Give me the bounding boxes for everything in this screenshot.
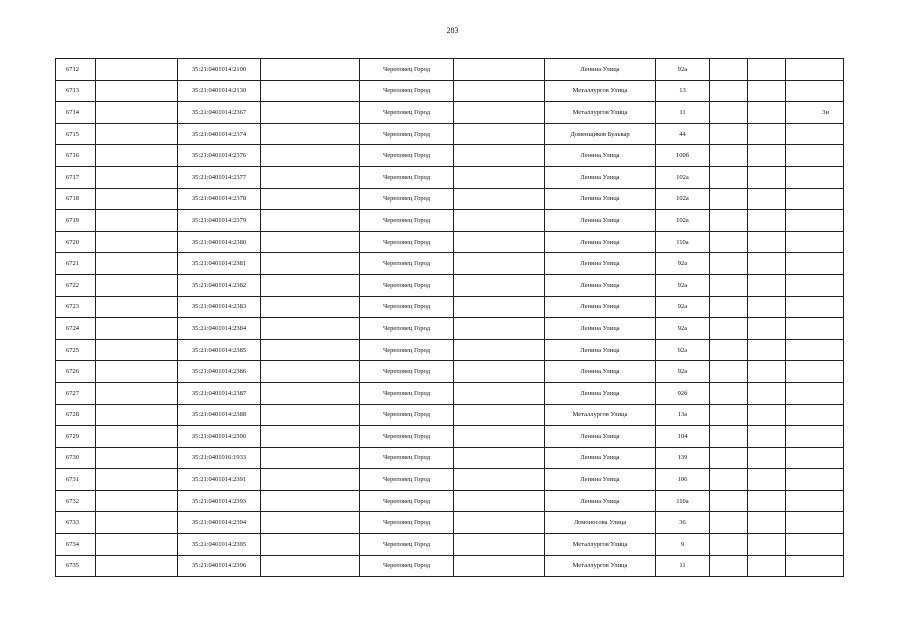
city-cell: Череповец Город: [360, 231, 454, 253]
street-cell: Ленина Улица: [545, 166, 656, 188]
empty-cell: [96, 318, 178, 340]
table-row: [56, 210, 844, 232]
premises-cell: [786, 512, 844, 534]
street-cell: Ленина Улица: [545, 318, 656, 340]
empty-cell: [454, 534, 545, 556]
row-number-cell: 6714: [56, 102, 96, 124]
city-cell: Череповец Город: [360, 80, 454, 102]
premises-cell: [786, 404, 844, 426]
table-row: [56, 318, 844, 340]
premises-cell: [786, 59, 844, 81]
cadastral-number-cell: 35:21:0401014:2388: [178, 404, 261, 426]
city-cell: Череповец Город: [360, 426, 454, 448]
house-number-cell: 106: [656, 469, 710, 491]
empty-cell: [710, 296, 748, 318]
empty-cell: [261, 555, 360, 577]
table-row: [56, 80, 844, 102]
street-cell: Ленина Улица: [545, 188, 656, 210]
street-cell: Ленина Улица: [545, 382, 656, 404]
table-row: [56, 59, 844, 81]
registry-rows: [56, 59, 844, 577]
cadastral-number-cell: 35:21:0401014:2382: [178, 274, 261, 296]
city-cell: Череповец Город: [360, 145, 454, 167]
cadastral-number-cell: 35:21:0401014:2394: [178, 512, 261, 534]
empty-cell: [748, 404, 786, 426]
empty-cell: [261, 318, 360, 340]
empty-cell: [96, 296, 178, 318]
house-number-cell: 11: [656, 102, 710, 124]
premises-cell: [786, 123, 844, 145]
empty-cell: [710, 555, 748, 577]
street-cell: Металлургов Улица: [545, 80, 656, 102]
empty-cell: [96, 123, 178, 145]
house-number-cell: 104: [656, 426, 710, 448]
empty-cell: [748, 534, 786, 556]
empty-cell: [261, 123, 360, 145]
premises-cell: [786, 188, 844, 210]
house-number-cell: 92а: [656, 339, 710, 361]
row-number-cell: 6718: [56, 188, 96, 210]
empty-cell: [454, 404, 545, 426]
street-cell: Ленина Улица: [545, 469, 656, 491]
city-cell: Череповец Город: [360, 296, 454, 318]
city-cell: Череповец Город: [360, 123, 454, 145]
row-number-cell: 6732: [56, 490, 96, 512]
premises-cell: [786, 534, 844, 556]
empty-cell: [96, 555, 178, 577]
table-row: [56, 296, 844, 318]
empty-cell: [261, 80, 360, 102]
street-cell: Ленина Улица: [545, 59, 656, 81]
table-row: [56, 447, 844, 469]
house-number-cell: 92а: [656, 274, 710, 296]
premises-cell: [786, 382, 844, 404]
empty-cell: [261, 59, 360, 81]
empty-cell: [454, 145, 545, 167]
premises-cell: [786, 166, 844, 188]
empty-cell: [748, 555, 786, 577]
empty-cell: [261, 426, 360, 448]
empty-cell: [261, 404, 360, 426]
empty-cell: [748, 339, 786, 361]
street-cell: Ленина Улица: [545, 339, 656, 361]
table-row: [56, 102, 844, 124]
cadastral-number-cell: 35:21:0401014:2387: [178, 382, 261, 404]
row-number-cell: 6719: [56, 210, 96, 232]
empty-cell: [261, 361, 360, 383]
house-number-cell: 92б: [656, 382, 710, 404]
empty-cell: [454, 166, 545, 188]
row-number-cell: 6725: [56, 339, 96, 361]
city-cell: Череповец Город: [360, 404, 454, 426]
empty-cell: [710, 318, 748, 340]
table-row: [56, 426, 844, 448]
cadastral-number-cell: 35:21:0401014:2393: [178, 490, 261, 512]
empty-cell: [710, 426, 748, 448]
street-cell: Металлургов Улица: [545, 102, 656, 124]
house-number-cell: 92а: [656, 361, 710, 383]
empty-cell: [454, 296, 545, 318]
empty-cell: [454, 490, 545, 512]
empty-cell: [710, 490, 748, 512]
cadastral-number-cell: 35:21:0401014:2390: [178, 426, 261, 448]
empty-cell: [748, 512, 786, 534]
empty-cell: [96, 80, 178, 102]
cadastral-number-cell: 35:21:0401014:2395: [178, 534, 261, 556]
house-number-cell: 139: [656, 447, 710, 469]
empty-cell: [96, 166, 178, 188]
empty-cell: [748, 231, 786, 253]
row-number-cell: 6723: [56, 296, 96, 318]
table-row: [56, 404, 844, 426]
table-row: [56, 382, 844, 404]
empty-cell: [710, 231, 748, 253]
empty-cell: [454, 102, 545, 124]
premises-cell: [786, 490, 844, 512]
street-cell: Ленина Улица: [545, 210, 656, 232]
empty-cell: [96, 188, 178, 210]
empty-cell: [748, 382, 786, 404]
premises-cell: [786, 253, 844, 275]
city-cell: Череповец Город: [360, 447, 454, 469]
premises-cell: [786, 296, 844, 318]
house-number-cell: 100б: [656, 145, 710, 167]
empty-cell: [96, 447, 178, 469]
empty-cell: [454, 318, 545, 340]
premises-cell: [786, 145, 844, 167]
row-number-cell: 6728: [56, 404, 96, 426]
empty-cell: [710, 210, 748, 232]
cadastral-number-cell: 35:21:0401014:2385: [178, 339, 261, 361]
table-row: [56, 166, 844, 188]
empty-cell: [261, 145, 360, 167]
city-cell: Череповец Город: [360, 253, 454, 275]
street-cell: Ленина Улица: [545, 145, 656, 167]
empty-cell: [454, 447, 545, 469]
street-cell: Металлургов Улица: [545, 404, 656, 426]
cadastral-number-cell: 35:21:0401014:2396: [178, 555, 261, 577]
house-number-cell: 102а: [656, 166, 710, 188]
empty-cell: [96, 102, 178, 124]
empty-cell: [748, 426, 786, 448]
table-row: [56, 145, 844, 167]
row-number-cell: 6733: [56, 512, 96, 534]
empty-cell: [454, 274, 545, 296]
house-number-cell: 110а: [656, 490, 710, 512]
empty-cell: [96, 361, 178, 383]
empty-cell: [96, 404, 178, 426]
empty-cell: [710, 188, 748, 210]
empty-cell: [748, 318, 786, 340]
empty-cell: [261, 534, 360, 556]
house-number-cell: 92а: [656, 318, 710, 340]
empty-cell: [748, 274, 786, 296]
empty-cell: [261, 102, 360, 124]
empty-cell: [748, 145, 786, 167]
empty-cell: [710, 253, 748, 275]
empty-cell: [261, 512, 360, 534]
cadastral-number-cell: 35:21:0401014:2378: [178, 188, 261, 210]
house-number-cell: 92а: [656, 296, 710, 318]
premises-cell: [786, 231, 844, 253]
empty-cell: [748, 166, 786, 188]
city-cell: Череповец Город: [360, 210, 454, 232]
street-cell: Ленина Улица: [545, 426, 656, 448]
row-number-cell: 6721: [56, 253, 96, 275]
empty-cell: [454, 80, 545, 102]
row-number-cell: 6713: [56, 80, 96, 102]
premises-cell: [786, 80, 844, 102]
empty-cell: [96, 382, 178, 404]
cadastral-number-cell: 35:21:0401016:1933: [178, 447, 261, 469]
city-cell: Череповец Город: [360, 339, 454, 361]
empty-cell: [96, 512, 178, 534]
empty-cell: [748, 123, 786, 145]
empty-cell: [748, 253, 786, 275]
empty-cell: [454, 382, 545, 404]
empty-cell: [454, 253, 545, 275]
city-cell: Череповец Город: [360, 361, 454, 383]
empty-cell: [96, 469, 178, 491]
row-number-cell: 6735: [56, 555, 96, 577]
empty-cell: [261, 231, 360, 253]
table-row: [56, 490, 844, 512]
empty-cell: [748, 361, 786, 383]
row-number-cell: 6715: [56, 123, 96, 145]
empty-cell: [261, 469, 360, 491]
house-number-cell: 11: [656, 555, 710, 577]
empty-cell: [261, 210, 360, 232]
empty-cell: [261, 296, 360, 318]
empty-cell: [710, 404, 748, 426]
empty-cell: [454, 555, 545, 577]
empty-cell: [454, 469, 545, 491]
city-cell: Череповец Город: [360, 382, 454, 404]
city-cell: Череповец Город: [360, 59, 454, 81]
cadastral-number-cell: 35:21:0401014:2381: [178, 253, 261, 275]
empty-cell: [454, 361, 545, 383]
table-row: [56, 253, 844, 275]
empty-cell: [96, 339, 178, 361]
row-number-cell: 6717: [56, 166, 96, 188]
empty-cell: [710, 469, 748, 491]
empty-cell: [261, 166, 360, 188]
table-row: [56, 188, 844, 210]
street-cell: Ленина Улица: [545, 447, 656, 469]
premises-cell: [786, 447, 844, 469]
empty-cell: [261, 447, 360, 469]
city-cell: Череповец Город: [360, 469, 454, 491]
row-number-cell: 6720: [56, 231, 96, 253]
empty-cell: [96, 426, 178, 448]
street-cell: Ленина Улица: [545, 231, 656, 253]
empty-cell: [96, 231, 178, 253]
empty-cell: [710, 534, 748, 556]
empty-cell: [96, 145, 178, 167]
empty-cell: [710, 123, 748, 145]
empty-cell: [748, 188, 786, 210]
empty-cell: [710, 447, 748, 469]
premises-cell: [786, 339, 844, 361]
empty-cell: [748, 296, 786, 318]
street-cell: Металлургов Улица: [545, 555, 656, 577]
empty-cell: [748, 210, 786, 232]
house-number-cell: 92а: [656, 59, 710, 81]
street-cell: Ленина Улица: [545, 253, 656, 275]
row-number-cell: 6730: [56, 447, 96, 469]
house-number-cell: 9: [656, 534, 710, 556]
empty-cell: [748, 447, 786, 469]
empty-cell: [710, 102, 748, 124]
table-row: [56, 274, 844, 296]
house-number-cell: 36: [656, 512, 710, 534]
row-number-cell: 6729: [56, 426, 96, 448]
house-number-cell: 44: [656, 123, 710, 145]
row-number-cell: 6716: [56, 145, 96, 167]
table-row: [56, 123, 844, 145]
empty-cell: [261, 382, 360, 404]
house-number-cell: 110а: [656, 231, 710, 253]
street-cell: Металлургов Улица: [545, 534, 656, 556]
street-cell: Ленина Улица: [545, 361, 656, 383]
empty-cell: [748, 469, 786, 491]
premises-cell: 3н: [786, 102, 844, 124]
premises-cell: [786, 210, 844, 232]
cadastral-number-cell: 35:21:0401014:2386: [178, 361, 261, 383]
cadastral-number-cell: 35:21:0401014:2100: [178, 59, 261, 81]
table-row: [56, 339, 844, 361]
table-row: [56, 555, 844, 577]
empty-cell: [454, 210, 545, 232]
empty-cell: [454, 231, 545, 253]
empty-cell: [710, 339, 748, 361]
street-cell: Ленина Улица: [545, 274, 656, 296]
empty-cell: [710, 59, 748, 81]
empty-cell: [261, 188, 360, 210]
house-number-cell: 102а: [656, 210, 710, 232]
empty-cell: [96, 534, 178, 556]
city-cell: Череповец Город: [360, 102, 454, 124]
premises-cell: [786, 555, 844, 577]
empty-cell: [454, 188, 545, 210]
table-row: [56, 361, 844, 383]
street-cell: Ленина Улица: [545, 296, 656, 318]
house-number-cell: 13а: [656, 404, 710, 426]
city-cell: Череповец Город: [360, 188, 454, 210]
cadastral-number-cell: 35:21:0401014:2379: [178, 210, 261, 232]
street-cell: Доменщиков Бульвар: [545, 123, 656, 145]
empty-cell: [96, 59, 178, 81]
empty-cell: [748, 59, 786, 81]
street-cell: Ленина Улица: [545, 490, 656, 512]
page-number: 283: [446, 26, 459, 35]
empty-cell: [710, 382, 748, 404]
empty-cell: [710, 274, 748, 296]
row-number-cell: 6724: [56, 318, 96, 340]
empty-cell: [748, 102, 786, 124]
row-number-cell: 6731: [56, 469, 96, 491]
cadastral-number-cell: 35:21:0401014:2130: [178, 80, 261, 102]
empty-cell: [748, 80, 786, 102]
table-row: [56, 469, 844, 491]
empty-cell: [261, 339, 360, 361]
premises-cell: [786, 274, 844, 296]
city-cell: Череповец Город: [360, 318, 454, 340]
cadastral-number-cell: 35:21:0401014:2380: [178, 231, 261, 253]
empty-cell: [261, 253, 360, 275]
house-number-cell: 13: [656, 80, 710, 102]
empty-cell: [261, 490, 360, 512]
empty-cell: [454, 339, 545, 361]
cadastral-number-cell: 35:21:0401014:2384: [178, 318, 261, 340]
cadastral-number-cell: 35:21:0401014:2374: [178, 123, 261, 145]
cadastral-number-cell: 35:21:0401014:2383: [178, 296, 261, 318]
street-cell: Ломоносова Улица: [545, 512, 656, 534]
empty-cell: [454, 59, 545, 81]
cadastral-number-cell: 35:21:0401014:2367: [178, 102, 261, 124]
city-cell: Череповец Город: [360, 534, 454, 556]
row-number-cell: 6722: [56, 274, 96, 296]
table-row: [56, 512, 844, 534]
empty-cell: [454, 426, 545, 448]
table-row: [56, 231, 844, 253]
empty-cell: [96, 274, 178, 296]
city-cell: Череповец Город: [360, 166, 454, 188]
row-number-cell: 6726: [56, 361, 96, 383]
city-cell: Череповец Город: [360, 490, 454, 512]
row-number-cell: 6734: [56, 534, 96, 556]
premises-cell: [786, 318, 844, 340]
empty-cell: [96, 210, 178, 232]
empty-cell: [710, 166, 748, 188]
table-row: [56, 534, 844, 556]
house-number-cell: 102а: [656, 188, 710, 210]
cadastral-number-cell: 35:21:0401014:2377: [178, 166, 261, 188]
empty-cell: [261, 274, 360, 296]
city-cell: Череповец Город: [360, 555, 454, 577]
row-number-cell: 6727: [56, 382, 96, 404]
premises-cell: [786, 426, 844, 448]
empty-cell: [710, 80, 748, 102]
city-cell: Череповец Город: [360, 512, 454, 534]
registry-table: [55, 58, 844, 577]
empty-cell: [710, 512, 748, 534]
empty-cell: [710, 145, 748, 167]
empty-cell: [96, 490, 178, 512]
empty-cell: [96, 253, 178, 275]
empty-cell: [710, 361, 748, 383]
premises-cell: [786, 361, 844, 383]
empty-cell: [748, 490, 786, 512]
city-cell: Череповец Город: [360, 274, 454, 296]
cadastral-number-cell: 35:21:0401014:2391: [178, 469, 261, 491]
house-number-cell: 92а: [656, 253, 710, 275]
row-number-cell: 6712: [56, 59, 96, 81]
empty-cell: [454, 123, 545, 145]
premises-cell: [786, 469, 844, 491]
cadastral-number-cell: 35:21:0401014:2376: [178, 145, 261, 167]
empty-cell: [454, 512, 545, 534]
